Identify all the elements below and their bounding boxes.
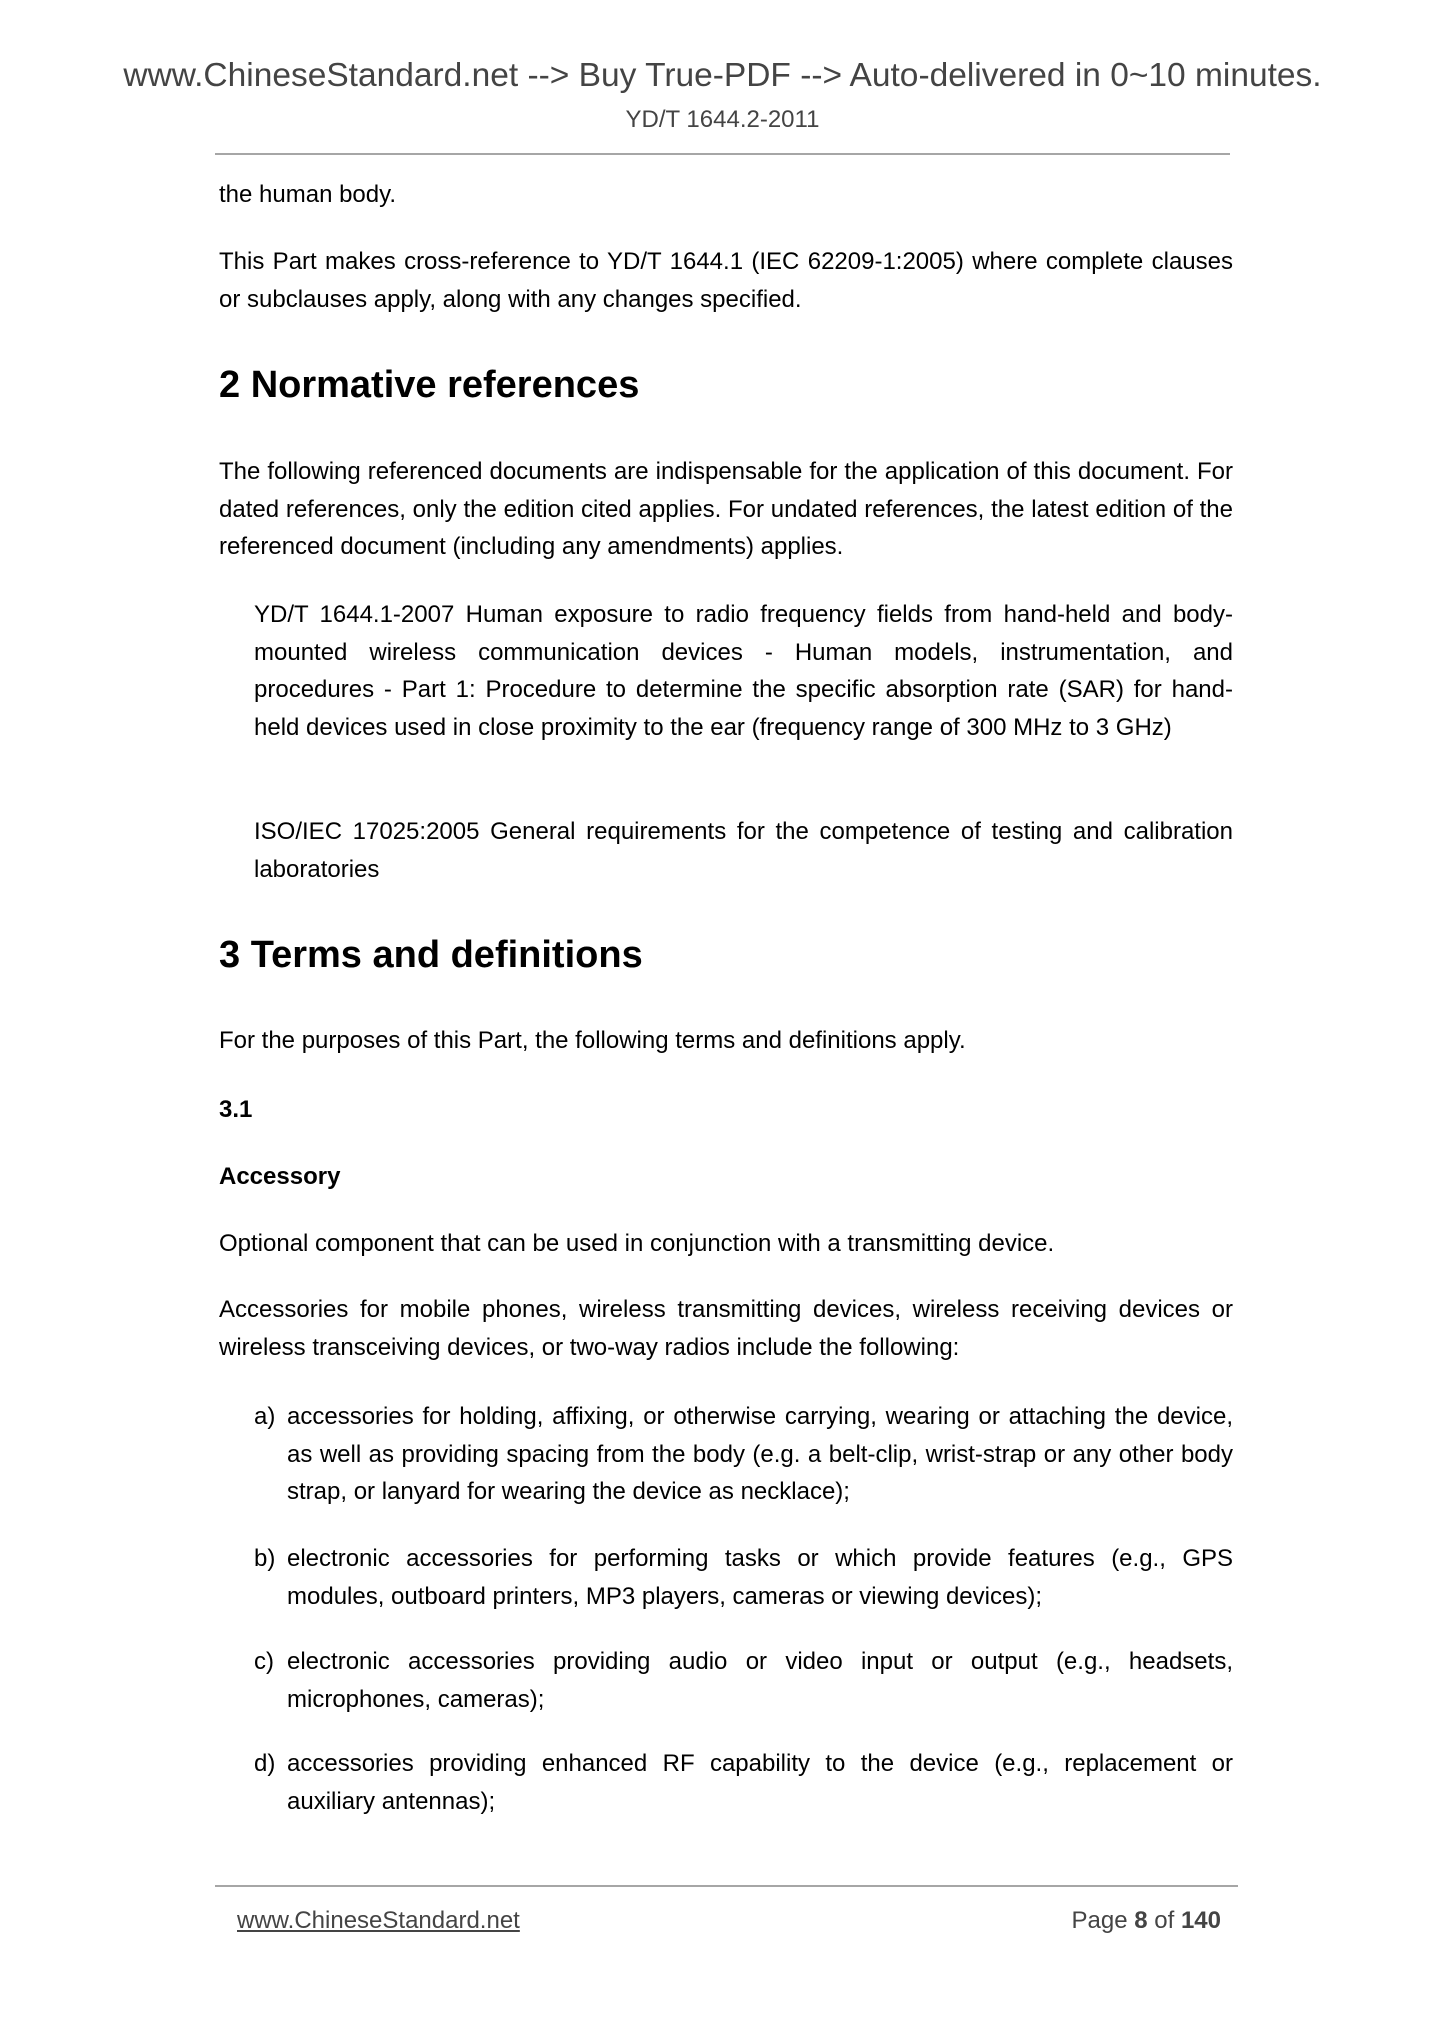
list-item <box>254 1398 1233 1511</box>
term-definition: Optional component that can be used in conjunction with a transmitting device. <box>219 1230 1055 1257</box>
list-item <box>254 1540 1233 1615</box>
section-2-intro: The following referenced documents are indispensable for the application of this document. For dated references, only the edition cited applies. For undated references, the latest edition of the referenced document (including any amendments) applies. <box>219 458 1233 560</box>
list-text: electronic accessories providing audio or video input or output (e.g., headsets, microphones, cameras); <box>287 1648 1233 1713</box>
list-label: b) <box>254 1545 276 1572</box>
term-note: Accessories for mobile phones, wireless transmitting devices, wireless receiving devices or wireless transceiving devices, or two-way radios include the following: <box>219 1296 1233 1361</box>
page-total: 140 <box>1180 1907 1221 1934</box>
continued-paragraph: the human body. <box>219 181 397 208</box>
list-item <box>254 1745 1233 1820</box>
cross-reference-paragraph: This Part makes cross-reference to YD/T 1644.1 (IEC 62209-1:2005) where complete clauses or subclauses apply, along with any changes specified. <box>219 248 1233 313</box>
footer-divider <box>215 1885 1238 1887</box>
list-text: electronic accessories for performing tasks or which provide features (e.g., GPS modules, outboard printers, MP3 players, cameras or viewing devices); <box>287 1545 1233 1610</box>
term-name: Accessory <box>219 1163 341 1190</box>
reference-item: YD/T 1644.1-2007 Human exposure to radio frequency fields from hand-held and body- mounted wireless communication devices - Human models, instrumentation, and procedures - Part 1: Procedure to determine the specific absorption rate (SAR) for hand-held devices used in close proximity to the ear (frequency range of 300 MHz to 3 GHz) <box>254 601 1233 741</box>
list-item <box>254 1643 1233 1718</box>
section-2-heading: 2 Normative references <box>219 364 640 406</box>
list-label: a) <box>254 1403 276 1430</box>
list-label: d) <box>254 1750 276 1777</box>
list-text: accessories for holding, affixing, or otherwise carrying, wearing or attaching the device, as well as providing spacing from the body (e.g. a belt-clip, wrist-strap or any other body strap, or lanyard for wearing the device as necklace); <box>287 1403 1233 1505</box>
list-text: accessories providing enhanced RF capability to the device (e.g., replacement or auxiliary antennas); <box>287 1750 1233 1815</box>
term-number: 3.1 <box>219 1096 253 1123</box>
page-of: of <box>1154 1907 1175 1934</box>
page-indicator <box>1072 1906 1222 1936</box>
section-3-intro: For the purposes of this Part, the following terms and definitions apply. <box>219 1027 966 1054</box>
header-divider <box>215 153 1230 155</box>
page-prefix: Page <box>1071 1907 1128 1934</box>
page-current: 8 <box>1134 1907 1148 1934</box>
reference-item: ISO/IEC 17025:2005 General requirements for the competence of testing and calibration laboratories <box>254 818 1233 883</box>
standard-code: YD/T 1644.2-2011 <box>625 106 820 133</box>
list-label: c) <box>254 1648 274 1675</box>
section-3-heading: 3 Terms and definitions <box>219 934 643 976</box>
footer-website-link[interactable]: www.ChineseStandard.net <box>237 1907 520 1934</box>
header-banner: www.ChineseStandard.net --> Buy True-PDF --> Auto-delivered in 0~10 minutes. <box>123 57 1322 94</box>
